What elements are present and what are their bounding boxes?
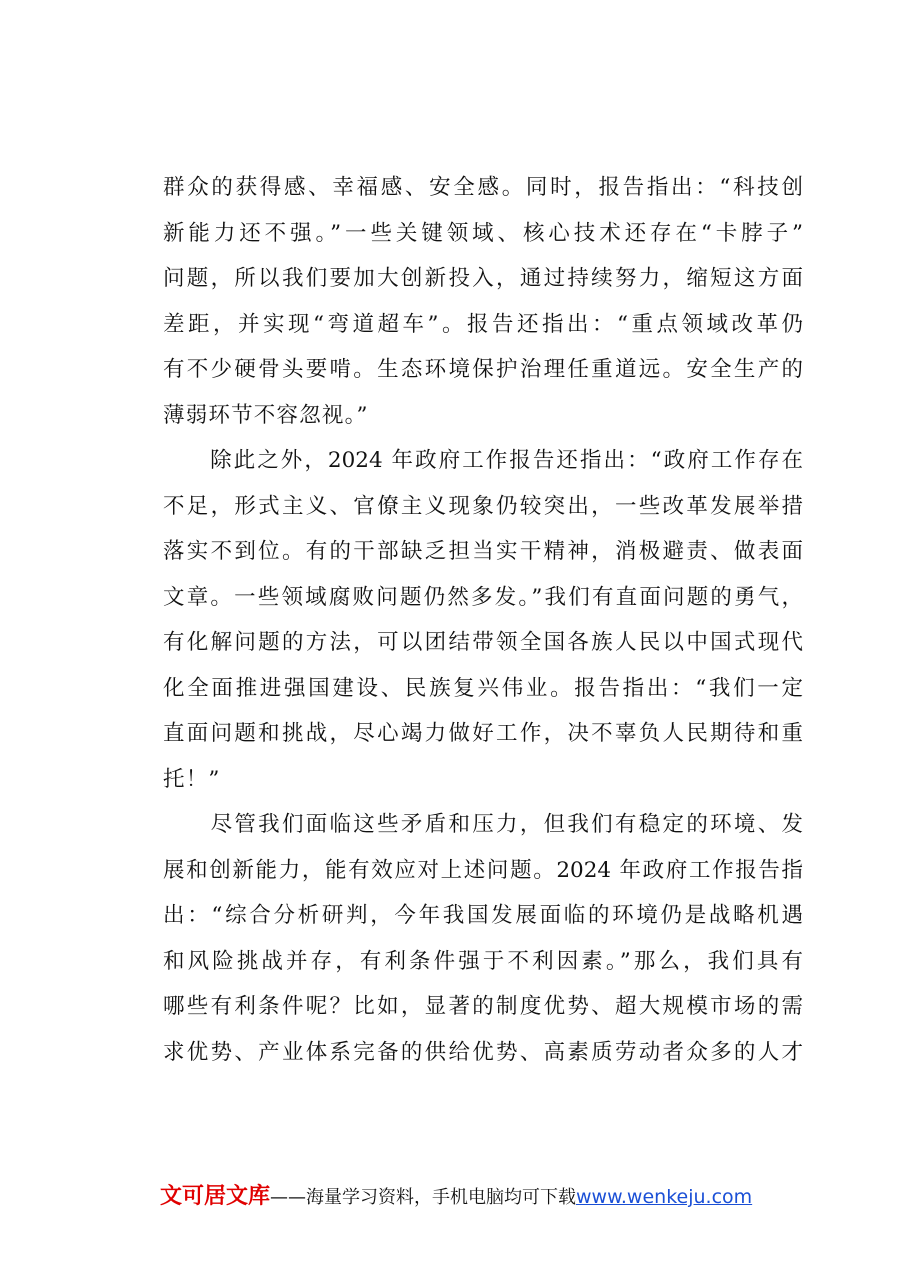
text-line: 除此之外，2024 年政府工作报告还指出：“政府工作存在 — [163, 448, 803, 473]
text-line: 新能力还不强。”一些关键领域、核心技术还存在“卡脖子” — [163, 220, 803, 246]
text-line: 尽管我们面临这些矛盾和压力，但我们有稳定的环境、发 — [163, 812, 803, 837]
text-line: 差距，并实现“弯道超车”。报告还指出：“重点领域改革仍 — [163, 311, 803, 337]
text-line: 化全面推进强国建设、民族复兴伟业。报告指出：“我们一定 — [163, 675, 803, 701]
text-line: 哪些有利条件呢？比如，显著的制度优势、超大规模市场的需 — [163, 994, 803, 1019]
text-line: 求优势、产业体系完备的供给优势、高素质劳动者众多的人才 — [163, 1039, 803, 1065]
footer-banner — [160, 1180, 800, 1214]
text-line: 群众的获得感、幸福感、安全感。同时，报告指出：“科技创 — [163, 175, 803, 200]
text-line: 问题，所以我们要加大创新投入，通过持续努力，缩短这方面 — [163, 266, 803, 291]
text-line: 和风险挑战并存，有利条件强于不利因素。”那么，我们具有 — [163, 948, 803, 974]
text-line: 有化解问题的方法，可以团结带领全国各族人民以中国式现代 — [163, 630, 803, 655]
document-body — [163, 165, 803, 1075]
website-link[interactable]: www.wenkeju.com — [576, 1186, 753, 1208]
footer-slogan: ——海量学习资料，手机电脑均可下载 — [270, 1187, 577, 1208]
text-line: 展和创新能力，能有效应对上述问题。2024 年政府工作报告指 — [163, 857, 803, 883]
text-line: 薄弱环节不容忽视。” — [163, 402, 369, 428]
text-line: 文章。一些领域腐败问题仍然多发。”我们有直面问题的勇气， — [163, 584, 803, 610]
text-line: 有不少硬骨头要啃。生态环境保护治理任重道远。安全生产的 — [163, 357, 803, 382]
text-line: 出：“综合分析研判，今年我国发展面临的环境仍是战略机遇 — [163, 903, 803, 928]
brand-name: 文可居文库 — [160, 1184, 271, 1209]
text-line: 落实不到位。有的干部缺乏担当实干精神，消极避责、做表面 — [163, 539, 803, 564]
text-line: 托！” — [163, 766, 221, 792]
text-line: 不足，形式主义、官僚主义现象仍较突出，一些改革发展举措 — [163, 493, 803, 519]
text-line: 直面问题和挑战，尽心竭力做好工作，决不辜负人民期待和重 — [163, 721, 803, 746]
